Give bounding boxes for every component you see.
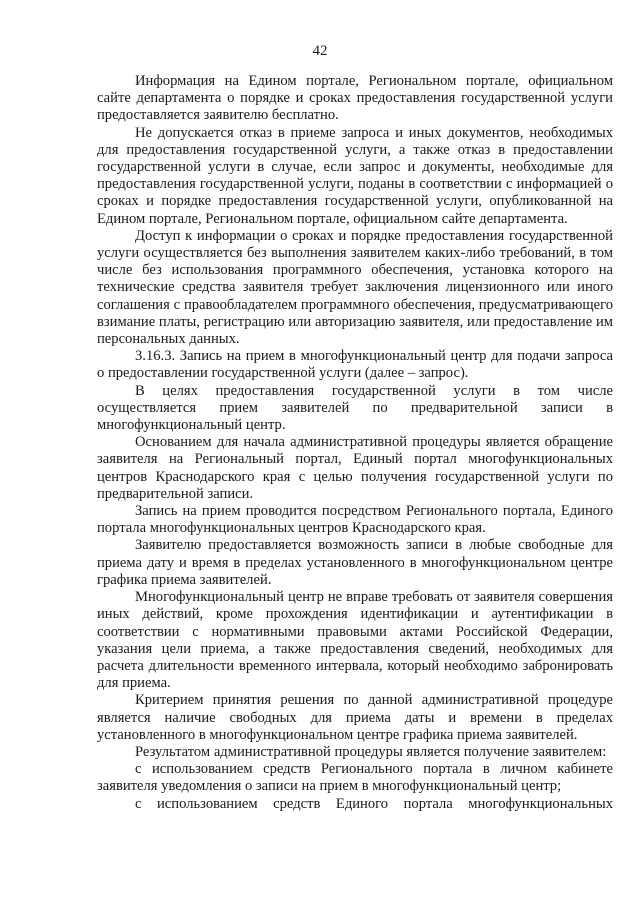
paragraph-record-via-portal: Запись на прием проводится посредством Регионального портала, Единого портала многофункциональных центров Краснодарского края.: [97, 503, 613, 537]
paragraph-access-info: Доступ к информации о сроках и порядке предоставления государственной услуги осуществляется без выполнения заявителем каких-либо требований, в том числе без использования программного обеспечения, установка которого на технические средства заявителя требует заключения лицензионного или иного соглашения с правообладателем программного обеспечения, предусматривающего взимание платы, регистрацию или авторизацию заявителя, или предоставление им персональных данных.: [97, 227, 613, 348]
paragraph-preliminary-record: В целях предоставления государственной услуги в том числе осуществляется прием заявителей по предварительной записи в многофункциональный центр.: [97, 382, 613, 434]
page-number: 42: [312, 43, 328, 59]
paragraph-mfc-restrictions: Многофункциональный центр не вправе требовать от заявителя совершения иных действий, кроме прохождения идентификации и аутентификации в соответствии с нормативными правовыми актами Российской Федерации, указания цели приема, а также предоставления сведений, необходимых для расчета длительности временного интервала, который необходимо забронировать для приема.: [97, 589, 613, 692]
paragraph-procedure-result: Результатом административной процедуры является получение заявителем:: [135, 743, 607, 760]
paragraph-free-date-time: Заявителю предоставляется возможность записи в любые свободные для приема дату и время в пределах установленного в многофункциональном центре графика приема заявителей.: [97, 537, 613, 588]
paragraph-regional-portal-notice: с использованием средств Регионального портала в личном кабинете заявителя уведомления о записи на прием в многофункциональный центр;: [97, 761, 613, 795]
document-body: [97, 73, 613, 813]
paragraph-procedure-basis: Основанием для начала административной процедуры является обращение заявителя на Региональный портал, Единый портал многофункциональных центров Краснодарского края с целью получения государственной услуги по предварительной записи.: [97, 434, 613, 502]
paragraph-single-portal-cut: с использованием средств Единого портала многофункциональных: [135, 795, 613, 812]
paragraph-no-refusal: Не допускается отказ в приеме запроса и иных документов, необходимых для предоставления государственной услуги, а также отказ в предоставлении государственной услуги в случае, если запрос и документы, необходимые для предоставления государственной услуги, поданы в соответствии с информацией о сроках и порядке предоставления государственной услуги, опубликованной на Едином портале, Региональном портале, официальном сайте департамента.: [97, 124, 613, 227]
paragraph-section-3-16-3: 3.16.3. Запись на прием в многофункциональный центр для подачи запроса о предоставлении государственной услуги (далее – запрос).: [97, 348, 613, 382]
paragraph-decision-criterion: Критерием принятия решения по данной административной процедуре является наличие свободных для приема даты и времени в пределах установленного в многофункциональном центре графика приема заявителей.: [97, 692, 613, 743]
paragraph-info-free: Информация на Едином портале, Региональном портале, официальном сайте департамента о порядке и сроках предоставления государственной услуги предоставляется заявителю бесплатно.: [97, 73, 613, 124]
